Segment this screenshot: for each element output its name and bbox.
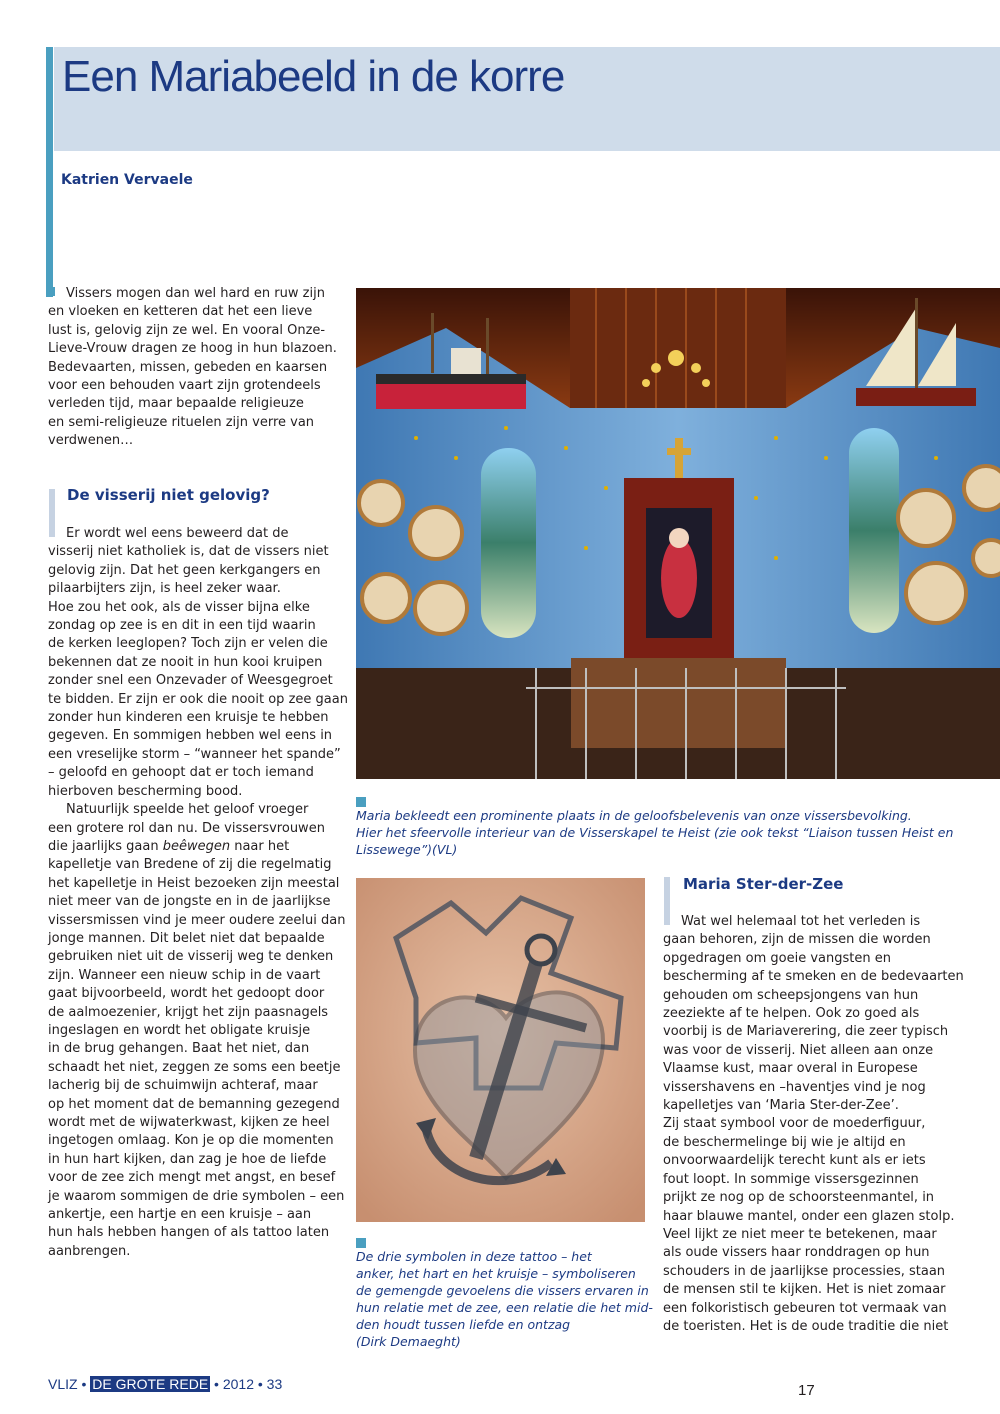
intro-line: en semi-religieuze rituelen zijn verre van xyxy=(48,414,315,430)
body-line: wordt met de wijwaterkwast, kijken ze heel xyxy=(48,1115,330,1130)
body-line: de aalmoezenier, krijgt het zijn paasnagels xyxy=(48,1004,329,1020)
body-line: in hun hart kijken, dan zag je hoe de liefde xyxy=(48,1151,327,1167)
body-line: in de brug gehangen. Baat het niet, dan xyxy=(48,1041,310,1057)
body-line: ankertje, een hartje en een kruisje – aan xyxy=(48,1207,312,1223)
intro-line: en vloeken en ketteren dat het een lieve xyxy=(48,304,313,320)
body-line: onvoorwaardelijk terecht kunt als er iets xyxy=(663,1153,926,1169)
footer-pre: VLIZ • xyxy=(48,1376,87,1392)
body-line: je waarom sommigen de drie symbolen – een xyxy=(48,1188,345,1204)
body-line: voor de zee zich mengt met angst, en besef xyxy=(48,1170,336,1186)
body-line: de mensen stil te kijken. Het is niet zomaar xyxy=(663,1282,946,1298)
chapel-photo-caption xyxy=(356,797,996,858)
body-line: gehouden om scheepsjongens van hun xyxy=(663,987,919,1003)
body-line: zondag op zee is en dit in een tijd waarin xyxy=(48,618,316,634)
body-line: Wat wel helemaal tot het verleden is xyxy=(681,914,921,929)
title-accent-bar xyxy=(46,47,53,297)
body-line: gebruiken niet uit de visserij weg te denken xyxy=(48,949,334,965)
body-line: haar blauwe mantel, onder een glazen stolp. xyxy=(663,1208,955,1224)
caption-line: hun relatie met de zee, een relatie die het mid- xyxy=(356,1300,653,1315)
caption-line: den houdt tussen liefde en ontzag xyxy=(356,1317,571,1332)
body-line: de kerken leeglopen? Toch zijn er velen die xyxy=(48,636,328,652)
body-line: de toeristen. Het is de oude traditie die niet xyxy=(663,1318,949,1334)
section2-body xyxy=(663,913,963,1336)
caption-line: Hier het sfeervolle interieur van de Visserskapel te Heist (zie ook tekst “Liaison tussen Heist en xyxy=(356,825,954,840)
body-line: zonder hun kinderen een kruisje te hebben xyxy=(48,710,329,726)
body-line: aanbrengen. xyxy=(48,1243,131,1259)
body-line: Vlaamse kust, maar overal in Europese xyxy=(663,1061,918,1077)
body-line: – geloofd en gehoopt dat er toch iemand xyxy=(48,765,314,781)
body-line: die jaarlijks gaan beêwegen naar het xyxy=(48,838,290,854)
body-line: Er wordt wel eens beweerd dat de xyxy=(66,526,289,541)
body-line: Hoe zou het ook, als de visser bijna elke xyxy=(48,599,310,615)
author-name: Katrien Vervaele xyxy=(61,172,193,188)
body-line: Natuurlijk speelde het geloof vroeger xyxy=(66,802,309,818)
body-line: op het moment dat de bemanning gezegend xyxy=(48,1096,340,1112)
body-line: ingeslagen en wordt het obligate kruisje xyxy=(48,1022,311,1038)
body-line: gelovig zijn. Dat het geen kerkgangers en xyxy=(48,562,321,578)
intro-line: lust is, gelovig zijn ze wel. En vooral Onze- xyxy=(48,322,326,338)
body-line: Zij staat symbool voor de moederfiguur, xyxy=(663,1116,926,1132)
intro-line: Bedevaarten, missen, gebeden en kaarsen xyxy=(48,359,328,375)
body-line: zeeziekte af te helpen. Ook zo goed als xyxy=(663,1006,920,1022)
body-line: zonder snel een Onzevader of Weesgegroet xyxy=(48,673,333,689)
footer-post: • 2012 • 33 xyxy=(214,1376,283,1392)
body-line: als oude vissers haar ronddragen op hun xyxy=(663,1245,930,1261)
body-line: pilaarbijters zijn, is heel zeker waar. xyxy=(48,581,281,597)
caption-line: (Dirk Demaeght) xyxy=(356,1334,461,1349)
chapel-interior-photo xyxy=(356,288,1000,779)
caption-line: De drie symbolen in deze tattoo – het xyxy=(356,1238,656,1265)
body-line: de beschermelinge bij wie je altijd en xyxy=(663,1134,906,1150)
intro-line: verdwenen… xyxy=(48,433,134,449)
caption-line: de gemengde gevoelens die vissers ervaren in xyxy=(356,1283,649,1298)
body-line: zijn. Wanneer een nieuw schip in de vaart xyxy=(48,967,321,983)
caption-line: Lissewege”)(VL) xyxy=(356,842,458,857)
article-title: Een Mariabeeld in de korre xyxy=(62,52,565,101)
body-line: een vreselijke storm – “wanneer het spande” xyxy=(48,746,341,762)
body-line: een grotere rol dan nu. De vissersvrouwen xyxy=(48,820,325,836)
body-line: hierboven bescherming bood. xyxy=(48,783,243,799)
body-line: visserij niet katholiek is, dat de vissers niet xyxy=(48,544,329,560)
body-line: schouders in de jaarlijkse processies, staan xyxy=(663,1263,946,1279)
body-line: opgedragen om goeie vangsten en xyxy=(663,950,891,966)
intro-line: voor een behouden vaart zijn grotendeels xyxy=(48,378,321,394)
intro-line: Lieve-Vrouw dragen ze hoog in hun blazoen. xyxy=(48,341,337,357)
intro-paragraph xyxy=(48,285,348,451)
caption-line: anker, het hart en het kruisje – symboliseren xyxy=(356,1266,636,1281)
caption-marker xyxy=(356,797,366,807)
caption-line: Maria bekleedt een prominente plaats in de geloofsbelevenis van onze vissersbevolking. xyxy=(356,797,996,824)
footer-publication xyxy=(48,1376,282,1392)
body-line: gegeven. En sommigen hebben wel eens in xyxy=(48,728,333,744)
body-line: kapelletje van Bredene of zij die regelmatig xyxy=(48,857,332,873)
section1-heading: De visserij niet gelovig? xyxy=(67,486,270,504)
page-number: 17 xyxy=(798,1382,815,1399)
body-line: voorbij is de Mariaverering, die zeer typisch xyxy=(663,1024,949,1040)
body-line: vissershavens en –haventjes vind je nog xyxy=(663,1079,926,1095)
body-line: te bidden. Er zijn er ook die nooit op zee gaan xyxy=(48,691,348,707)
body-line: jonge mannen. Dit belet niet dat bepaalde xyxy=(48,930,325,946)
body-line: bekennen dat ze nooit in hun kooi kruipen xyxy=(48,654,323,670)
caption-marker xyxy=(356,1238,366,1248)
body-line: was voor de visserij. Niet alleen aan onze xyxy=(663,1042,934,1058)
body-line: een folkoristisch gebeuren tot vermaak van xyxy=(663,1300,947,1316)
tattoo-photo xyxy=(356,878,645,1222)
body-line: het kapelletje in Heist bezoeken zijn meestal xyxy=(48,875,340,891)
body-line: schaadt het niet, zeggen ze soms een beetje xyxy=(48,1059,341,1075)
body-line: vissersmissen vind je meer oudere zeelui dan xyxy=(48,912,346,928)
body-line: kapelletjes van ‘Maria Ster-der-Zee’. xyxy=(663,1098,899,1114)
footer-highlight: DE GROTE REDE xyxy=(92,1376,209,1392)
body-line: ingetogen omlaag. Kon je op die momenten xyxy=(48,1133,334,1149)
section2-heading: Maria Ster-der-Zee xyxy=(683,875,844,893)
body-line: lacherig bij de schuimwijn achteraf, maar xyxy=(48,1078,318,1094)
body-line: prijkt ze nog op de schoorsteenmantel, in xyxy=(663,1190,935,1206)
body-line: fout loopt. In sommige vissersgezinnen xyxy=(663,1171,919,1187)
body-line: Veel lijkt ze niet meer te betekenen, maar xyxy=(663,1226,937,1242)
tattoo-photo-caption xyxy=(356,1238,656,1350)
intro-line: Vissers mogen dan wel hard en ruw zijn xyxy=(66,286,325,301)
body-line: gaat bijvoorbeeld, wordt het gedoopt door xyxy=(48,986,325,1002)
intro-line: verleden tijd, maar bepaalde religieuze xyxy=(48,396,304,412)
section1-body xyxy=(48,525,348,1261)
body-line: gaan behoren, zijn de missen die worden xyxy=(663,932,931,948)
body-line: bescherming af te smeken en de bedevaarten xyxy=(663,969,964,985)
body-line: hun hals hebben hangen of als tattoo laten xyxy=(48,1225,330,1241)
body-line: niet meer van de jongste en in de jaarlijkse xyxy=(48,894,331,910)
